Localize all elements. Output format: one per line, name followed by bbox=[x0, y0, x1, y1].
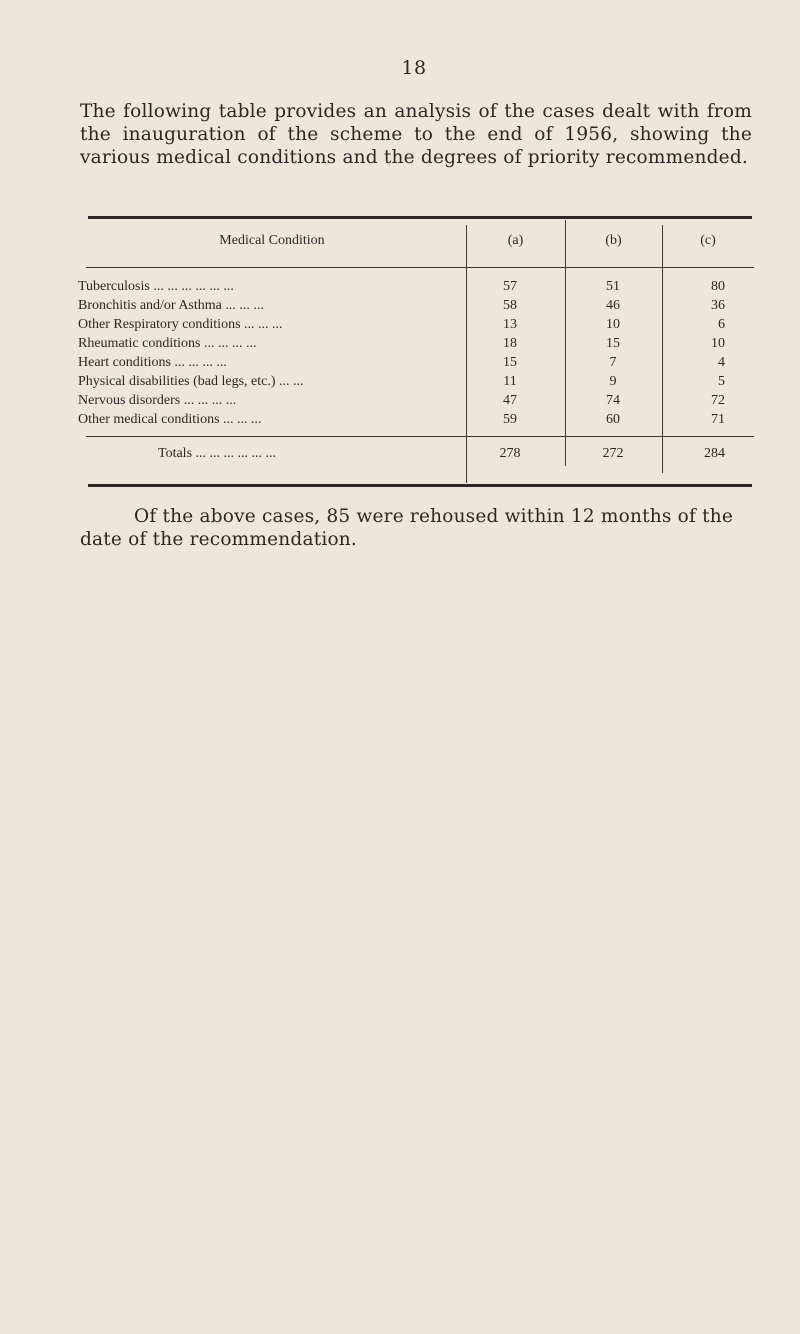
totals-rule-values bbox=[466, 436, 754, 437]
closing-paragraph: Of the above cases, 85 were rehoused within 12 months of the date of the recommendation. bbox=[80, 506, 733, 550]
row-label: Nervous disorders ... ... ... ... bbox=[78, 393, 237, 408]
value-b: 15 bbox=[606, 336, 620, 351]
row-label: Physical disabilities (bad legs, etc.) ... ... bbox=[78, 374, 304, 389]
table-row bbox=[78, 296, 754, 315]
table-top-rule bbox=[88, 216, 752, 219]
intro-paragraph: The following table provides an analysis of the cases dealt with from the inauguration of the scheme to the end of 1956, showing the various medical conditions and the degrees of priority recommended. bbox=[80, 101, 752, 168]
value-c: 4 bbox=[718, 355, 725, 370]
value-b: 74 bbox=[606, 393, 620, 408]
table-row bbox=[78, 315, 754, 334]
value-b: 10 bbox=[606, 317, 620, 332]
totals-row bbox=[78, 444, 754, 464]
value-a: 11 bbox=[503, 374, 517, 389]
total-b: 272 bbox=[602, 446, 624, 461]
table-row bbox=[78, 277, 754, 296]
header-c: (c) bbox=[700, 233, 716, 248]
value-c: 6 bbox=[718, 317, 725, 332]
table-row bbox=[78, 334, 754, 353]
table-row bbox=[78, 353, 754, 372]
row-label: Heart conditions ... ... ... ... bbox=[78, 355, 227, 370]
header-b: (b) bbox=[605, 233, 622, 248]
total-c: 284 bbox=[704, 446, 725, 461]
row-label: Other medical conditions ... ... ... bbox=[78, 412, 262, 427]
value-a: 59 bbox=[503, 412, 517, 427]
table-bottom-rule bbox=[88, 484, 752, 487]
value-b: 51 bbox=[606, 279, 620, 294]
header-rule-values bbox=[466, 267, 754, 268]
totals-label: Totals ... ... ... ... ... ... bbox=[158, 446, 277, 461]
header-a: (a) bbox=[507, 233, 524, 248]
value-a: 47 bbox=[503, 393, 517, 408]
priority-analysis-table bbox=[78, 220, 754, 482]
value-a: 18 bbox=[503, 336, 517, 351]
header-medical-condition: Medical Condition bbox=[219, 233, 325, 248]
table-row bbox=[78, 391, 754, 410]
value-c: 10 bbox=[711, 336, 725, 351]
value-b: 7 bbox=[609, 355, 617, 370]
value-a: 15 bbox=[503, 355, 517, 370]
page-number: 18 bbox=[401, 57, 427, 79]
value-c: 71 bbox=[711, 412, 725, 427]
header-rule bbox=[86, 267, 466, 268]
value-b: 60 bbox=[606, 412, 620, 427]
value-a: 13 bbox=[503, 317, 517, 332]
row-label: Rheumatic conditions ... ... ... ... bbox=[78, 336, 257, 351]
value-c: 5 bbox=[718, 374, 725, 389]
value-c: 72 bbox=[711, 393, 725, 408]
value-c: 36 bbox=[711, 298, 725, 313]
value-b: 46 bbox=[606, 298, 620, 313]
totals-rule bbox=[86, 436, 466, 437]
value-a: 57 bbox=[503, 279, 517, 294]
table-row bbox=[78, 372, 754, 391]
row-label: Other Respiratory conditions ... ... ... bbox=[78, 317, 283, 332]
table-row bbox=[78, 410, 754, 429]
row-label: Tuberculosis ... ... ... ... ... ... bbox=[78, 279, 234, 294]
total-a: 278 bbox=[499, 446, 521, 461]
value-b: 9 bbox=[609, 374, 617, 389]
value-c: 80 bbox=[711, 279, 725, 294]
row-label: Bronchitis and/or Asthma ... ... ... bbox=[78, 298, 264, 313]
value-a: 58 bbox=[503, 298, 517, 313]
